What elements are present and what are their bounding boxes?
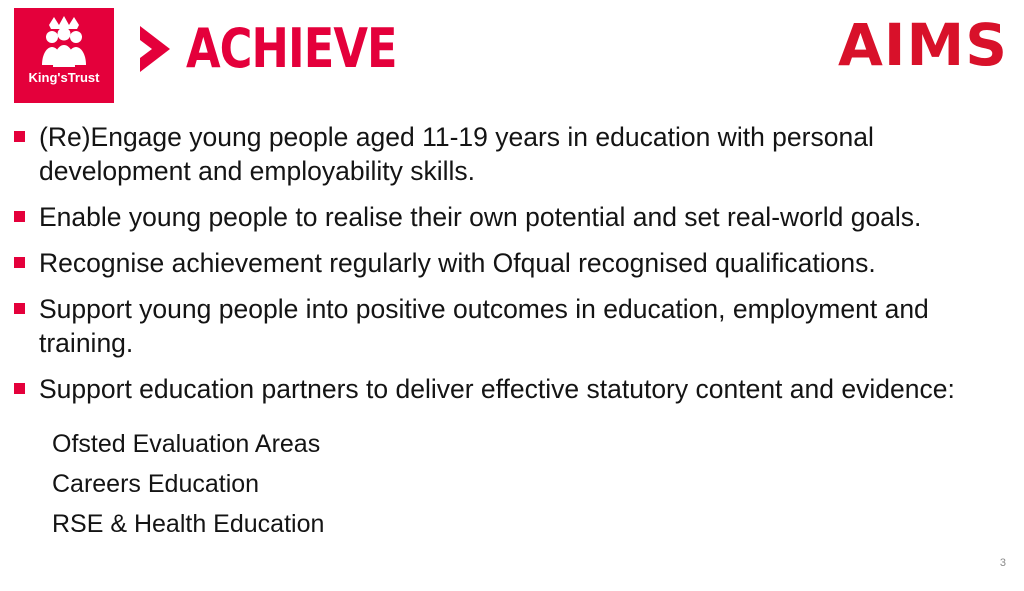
kings-trust-logo bbox=[14, 8, 114, 103]
aims-title: AIMS bbox=[838, 11, 1008, 79]
bullet-square-icon bbox=[14, 303, 25, 314]
bullet-text: Support young people into positive outcomes in education, employment and training. bbox=[39, 294, 929, 358]
list-item bbox=[14, 246, 1014, 280]
slide-header bbox=[0, 0, 1024, 110]
slide-body bbox=[14, 120, 1014, 544]
bullet-text: Enable young people to realise their own potential and set real-world goals. bbox=[39, 202, 922, 232]
list-item bbox=[14, 120, 1014, 188]
sub-list bbox=[52, 424, 1014, 544]
achieve-logo bbox=[136, 17, 415, 80]
kings-trust-wordmark: King'sTrust bbox=[28, 70, 100, 85]
bullet-text: Support education partners to deliver effective statutory content and evidence: bbox=[39, 374, 955, 404]
sub-list-item: Careers Education bbox=[52, 470, 260, 498]
bullet-square-icon bbox=[14, 383, 25, 394]
bullet-square-icon bbox=[14, 131, 25, 142]
kings-trust-crown-people-icon bbox=[29, 13, 99, 71]
bullet-text: (Re)Engage young people aged 11-19 years in education with personal development and employability skills. bbox=[39, 122, 874, 186]
bullet-square-icon bbox=[14, 257, 25, 268]
sub-list-item: Ofsted Evaluation Areas bbox=[52, 430, 321, 458]
bullet-text: Recognise achievement regularly with Ofqual recognised qualifications. bbox=[39, 248, 876, 278]
chevron-right-icon bbox=[136, 20, 180, 78]
list-item bbox=[14, 372, 1014, 406]
list-item bbox=[14, 292, 1014, 360]
sub-list-item: RSE & Health Education bbox=[52, 510, 325, 538]
bullet-square-icon bbox=[14, 211, 25, 222]
slide-number: 3 bbox=[999, 557, 1006, 569]
list-item bbox=[14, 200, 1014, 234]
achieve-wordmark: ACHIEVE bbox=[186, 17, 397, 80]
